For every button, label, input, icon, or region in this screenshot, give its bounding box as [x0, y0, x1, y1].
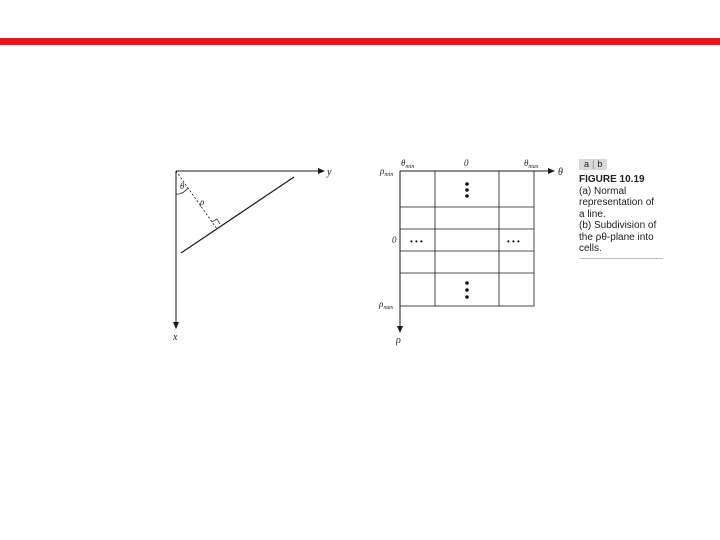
panel-b-theta-max-label: $\theta_{max}$	[524, 158, 539, 170]
panel-a-normal	[176, 171, 217, 229]
panel-b-zero-left-label: 0	[392, 235, 397, 245]
panel-a-y-label: y	[327, 167, 332, 178]
panel-b-dot	[465, 188, 469, 192]
panel-b-horizontal-ellipsis-right: • • •	[507, 237, 520, 246]
caption-line: (a) Normal	[579, 185, 627, 197]
panel-b-dot	[465, 194, 469, 198]
panel-a-theta-label: θ	[180, 181, 185, 191]
panel-b-tag: b	[597, 159, 603, 169]
panel-b-rho-axis-label: ρ	[396, 335, 401, 346]
panel-b-theta-arrow	[548, 168, 555, 174]
panel-a-x-arrow	[173, 322, 179, 329]
panel-b-theta-min-label: $\theta_{min}$	[401, 158, 415, 170]
panel-b-rho-arrow	[397, 326, 403, 333]
caption-divider	[579, 258, 663, 259]
caption-line: representation of	[579, 197, 655, 208]
figure-number: FIGURE 10.19	[579, 174, 645, 185]
figure-caption	[579, 159, 665, 259]
caption-line: (b) Subdivision of	[579, 220, 657, 231]
caption-line: the ρθ-plane into	[579, 231, 654, 243]
panel-b	[378, 158, 563, 346]
panel-b-dot	[465, 295, 469, 299]
panel-b-vertical-ellipsis-top	[465, 182, 469, 198]
panel-a-x-label: x	[173, 332, 178, 343]
panel-b-dot	[465, 288, 469, 292]
panel-a-y-arrow	[318, 168, 325, 174]
panel-b-rho-max-label: $\rho_{max}$	[379, 299, 394, 311]
caption-line: a line.	[579, 208, 606, 220]
panel-b-dot	[465, 182, 469, 186]
panel-b-dot	[465, 281, 469, 285]
caption-line: cells.	[579, 243, 602, 254]
panel-tags: a | b	[579, 159, 607, 170]
panel-b-vertical-ellipsis-bottom	[465, 281, 469, 299]
panel-a-tag: a	[584, 159, 590, 169]
panel-a-rho-label: ρ	[200, 197, 205, 207]
panel-a-line	[181, 177, 294, 253]
panel-a	[172, 167, 332, 343]
panel-b-zero-top-label: 0	[464, 158, 469, 168]
panel-b-rho-min-label: $\rho_{min}$	[380, 166, 394, 178]
panel-b-horizontal-ellipsis-left: • • •	[410, 237, 423, 246]
panel-b-theta-axis-label: θ	[558, 167, 563, 178]
